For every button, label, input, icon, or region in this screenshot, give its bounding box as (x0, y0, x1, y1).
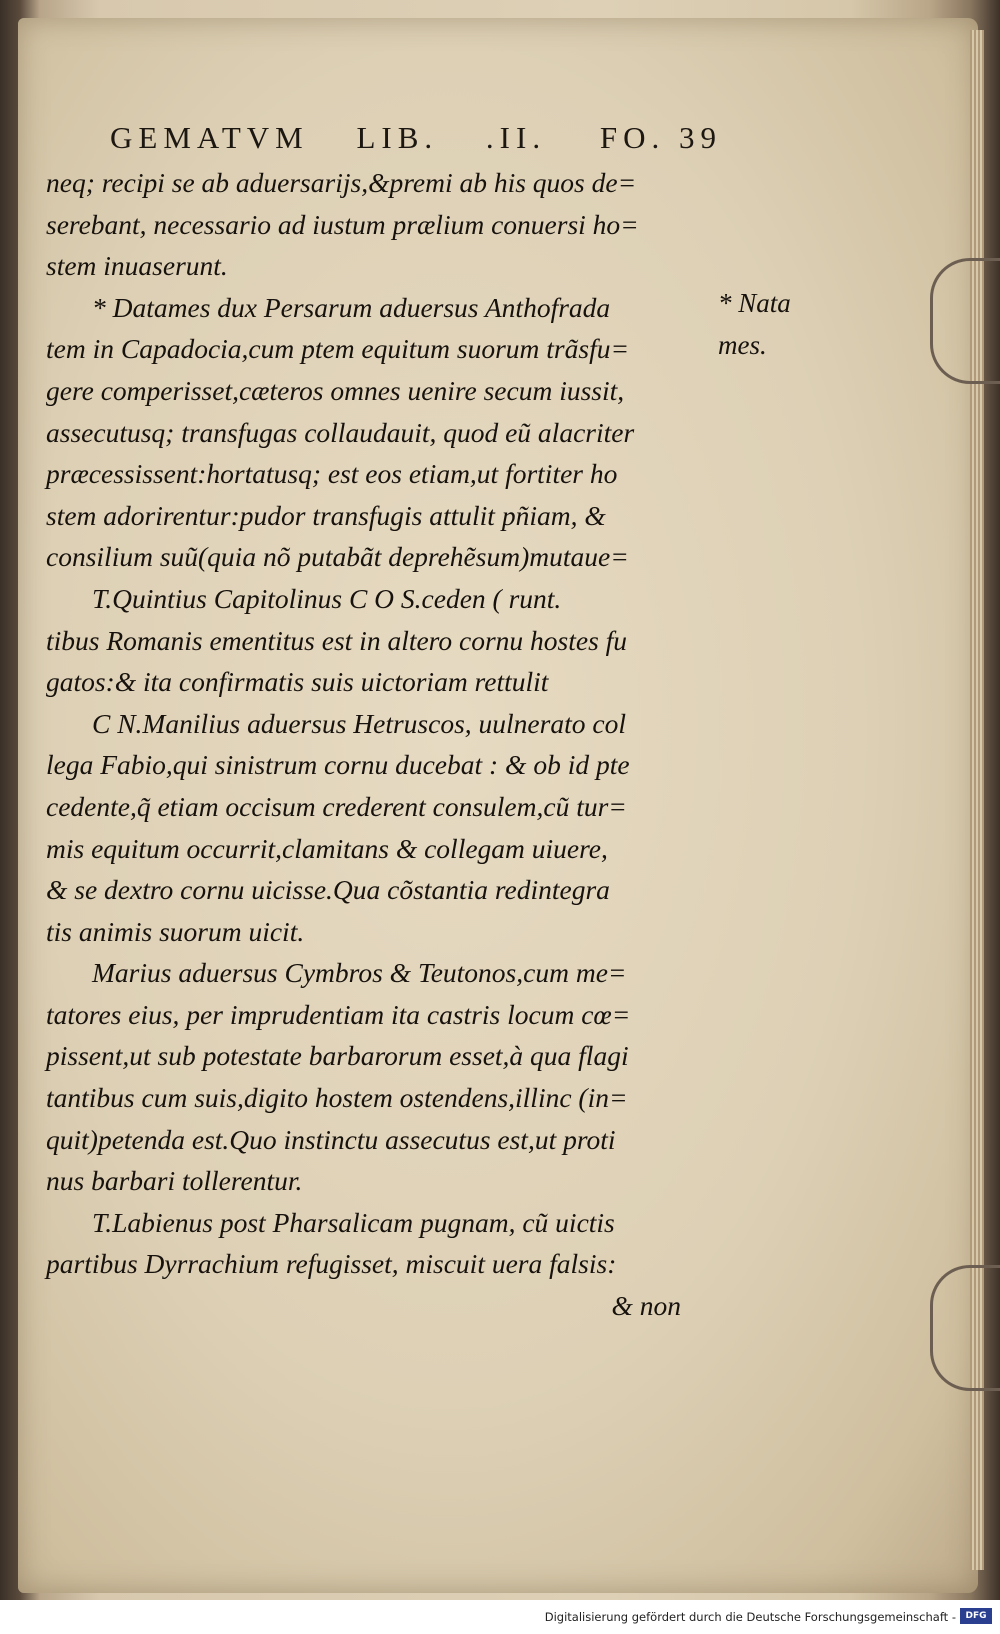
running-header (110, 120, 722, 156)
text-line: lega Fabio,qui sinistrum cornu ducebat : & ob id pte (46, 749, 630, 781)
text-line: tantibus cum suis,digito hostem ostendens,illinc (in= (46, 1082, 628, 1114)
text-line: * Datames dux Persarum aduersus Anthofrada (92, 291, 611, 323)
text-line: pissent,ut sub potestate barbarorum esset,à qua flagi (46, 1040, 629, 1072)
text-line: tis animis suorum uicit. (46, 915, 305, 947)
text-line: tatores eius, per imprudentiam ita castris locum cœ= (46, 998, 631, 1030)
book-clasp-bottom (930, 1265, 1000, 1391)
header-folio-label: FO. (599, 120, 666, 155)
text-line: mis equitum occurrit,clamitans & collegam uiuere, (46, 832, 608, 864)
text-line: cedente,q̃ etiam occisum crederent consulem,cũ tur= (46, 790, 627, 822)
text-line: præcessissent:hortatusq; est eos etiam,ut fortiter ho (46, 458, 618, 490)
text-line: tem in Capadocia,cum ptem equitum suorum trãsfu= (46, 333, 630, 365)
header-book: .II. (485, 120, 547, 155)
text-line: & se dextro cornu uicisse.Qua cõstantia redintegra (46, 874, 610, 906)
text-line: serebant, necessario ad iustum prælium conuersi ho= (46, 208, 639, 240)
dfg-logo: DFG (960, 1608, 992, 1624)
header-folio-number: 39 (678, 120, 722, 155)
text-line: partibus Dyrrachium refugisset, miscuit uera falsis: (46, 1248, 617, 1280)
book-clasp-top (930, 258, 1000, 384)
body-text (46, 162, 701, 1327)
text-line: Marius aduersus Cymbros & Teutonos,cum me= (92, 957, 627, 989)
margin-note (718, 283, 791, 366)
text-line: consilium suũ(quia nõ putabãt deprehẽsum)mutaue= (46, 541, 629, 573)
catchword: & non (611, 1290, 681, 1322)
text-line: gere comperisset,cæteros omnes uenire secum iussit, (46, 374, 625, 406)
text-line: stem inuaserunt. (46, 250, 228, 282)
header-lib: LIB. (356, 120, 439, 155)
text-line: C N.Manilius aduersus Hetruscos, uulnerato col (92, 707, 626, 739)
footer-credit: Digitalisierung gefördert durch die Deutsche Forschungsgemeinschaft - (544, 1610, 956, 1624)
text-line: tibus Romanis ementitus est in altero cornu hostes fu (46, 624, 628, 656)
text-line: nus barbari tollerentur. (46, 1165, 303, 1197)
footer-bar (0, 1600, 1000, 1634)
margin-note-line: * Nata (718, 288, 791, 318)
text-line: T.Quintius Capitolinus C O S.ceden ( runt. (92, 582, 562, 614)
header-title: GEMATVM (110, 120, 309, 155)
margin-note-line: mes. (718, 329, 767, 360)
text-line: assecutusq; transfugas collaudauit, quod eũ alacriter (46, 416, 635, 448)
text-line: quit)petenda est.Quo instinctu assecutus est,ut proti (46, 1123, 616, 1155)
text-line: neq; recipi se ab aduersarijs,&premi ab his quos de= (46, 167, 637, 198)
text-line: T.Labienus post Pharsalicam pugnam, cũ uictis (92, 1206, 615, 1238)
text-line: stem adorirentur:pudor transfugis attulit pñiam, & (46, 499, 606, 531)
text-line: gatos:& ita confirmatis suis uictoriam rettulit (46, 666, 549, 698)
